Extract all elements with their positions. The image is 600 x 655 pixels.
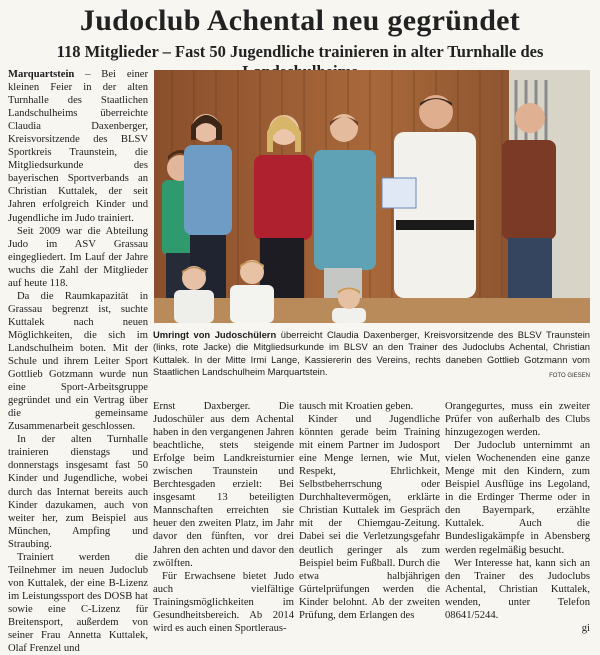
paragraph: Kinder und Jugendliche könnten gerade beim Training mit einem Partner im Judosport eine Menge lernen, wie Mut, Respekt, Ehrlichkeit, Selbstbeherrschung oder Durchhaltevermögen, erklärte Christian Kuttalek im Gespräch mit der Chiemgau-Zeitung. Dabei sei die Verletzungsgefahr deutlich geringer als zum Beispiel beim Fußball. Durch die etwa halbjährigen Gürtelprüfungen werden die Kinder belohnt. Ab der zweiten Prüfung, dem Erlangen des — [299, 414, 440, 621]
headline: Judoclub Achental neu gegründet — [79, 4, 521, 37]
author-signature: gi — [581, 622, 590, 634]
paragraph — [8, 68, 148, 225]
paragraph: Trainiert werden die Teilnehmer im neuen Judoclub von Kuttalek, der eine B-Lizenz im Leistungssport des DOSB hat sowie eine C-Lizenz für Breitensport, außerdem von seiner Frau Annetta Kuttalek, Olaf Frenzel und — [8, 551, 148, 655]
paragraph: Ernst Daxberger. Die Judoschüler aus dem Achental haben in den vergangenen Jahren beachtliche, stets steigende Erfolge beim Landkreisturnier zwischen Traunstein und Berchtesgaden erzielt: Bei insgesamt 13 beteiligten Mannschaften erreichten sie heuer den zweiten Platz, im Jahr davor den fünften, vor drei Jahren den achten und davor den zwölften. — [153, 401, 294, 569]
paragraph: Für Erwachsene bietet Judo auch vielfältige Trainingsmöglichkeiten im Gesundheitsbereich. Ab 2014 wird es auch einen Sportleraus- — [153, 570, 294, 634]
paragraph-text: – Bei einer kleinen Feier in der alten Turnhalle des Staatlichen Landschulheims überreichte Claudia Daxenberger, Kreisvorsitzende des BLSV Sportkreis Traunstein, die Mitgliedsurkunde des bayerischen Sportverbands an Christian Kuttalek, der seit Jahren erfolgreich Kinder und Jugendliche im Judo trainiert. — [8, 69, 148, 224]
dateline: Marquartstein — [8, 69, 75, 80]
photo-credit: FOTO GIESEN — [549, 373, 590, 379]
photo-caption — [153, 329, 590, 385]
article-photo — [154, 70, 590, 323]
article-column-2 — [153, 400, 294, 634]
article-column-1 — [8, 68, 148, 655]
paragraph: tausch mit Kroatien geben. — [299, 401, 414, 412]
paragraph: In der alten Turnhalle trainieren dienstags und donnerstags insgesamt fast 50 Kinder und Jugendliche, wobei durch das Internat bereits auch Kinder dazukamen, auch von weiter her, zum Beispiel aus München, Ampfing und Straubing. — [8, 434, 148, 550]
paragraph: Seit 2009 war die Abteilung Judo im ASV Grassau eingegliedert. Im Lauf der Jahre wuchs die Zahl der Mitglieder auf heute 118. — [8, 225, 148, 289]
photo-illustration — [154, 70, 590, 323]
paragraph: Der Judoclub unternimmt an vielen Wochenenden eine ganze Menge mit den Kindern, zum Beispiel Ausflüge ins Legoland, in die Erdinger Therme oder in den Bayernpark, erzählte Kuttalek. Auch die Bundesligakämpfe in Abensberg werden regelmäßig besucht. — [445, 440, 590, 556]
caption-text: überreicht Claudia Daxenberger, Kreisvorsitzende des BLSV Traunstein (links, rote Jacke) die Mitgliedsurkunde im BLSV an den Trainer des Judoclubs Achental, Christian Kuttalek. In der Mitte Irmi Lange, Kassiererin des Vereins, rechts daneben Gottlieb Gotzmann vom Staatlichen Landschulheim Marquartstein. — [153, 329, 590, 378]
subheadline: 118 Mitglieder – Fast 50 Jugendliche trainieren in alter Turnhalle des — [56, 42, 544, 61]
paragraph: Orangegurtes, muss ein zweiter Prüfer von außerhalb des Clubs hinzugezogen werden. — [445, 401, 590, 439]
paragraph: Da die Raumkapazität in Grassau begrenzt ist, suchte Kuttalek nach neuen Möglichkeiten, die sich im Landschulheim boten. Mit der Schule und ihrem Leiter Sport Gottlieb Gotzmann wurde nun eine Sport-Arbeitsgruppe gegründet und ein Vertrag über die gemeinsame Zusammenarbeit geschlossen. — [8, 290, 148, 433]
article-column-4 — [445, 400, 590, 634]
article-column-3 — [299, 400, 440, 621]
paragraph: Wer Interesse hat, kann sich an den Trainer des Judoclubs Achental, Christian Kuttalek, wenden, unter Telefon 08641/5244. — [445, 557, 590, 621]
caption-lead: Umringt von Judoschülern — [153, 329, 277, 340]
